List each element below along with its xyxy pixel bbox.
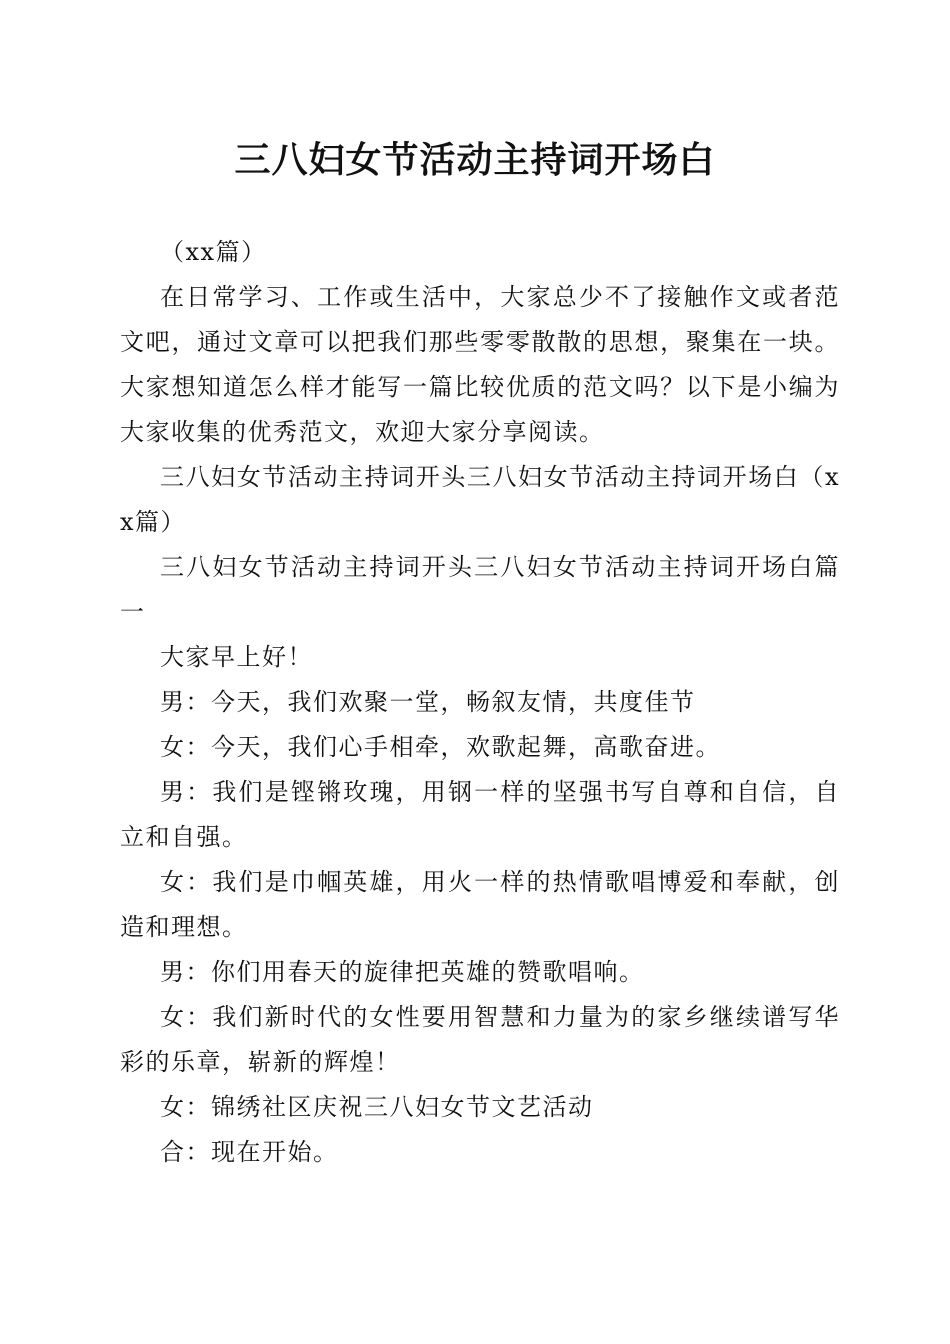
paragraph-line: 男：你们用春天的旋律把英雄的赞歌唱响。 xyxy=(160,958,645,986)
paragraph-closing: 合：现在开始。 xyxy=(160,1138,339,1166)
paragraph-heading: 三八妇女节活动主持词开头三八妇女节活动主持词开场白（xx篇） xyxy=(120,463,840,536)
paragraph-line: 女：今天，我们心手相牵，欢歌起舞，高歌奋进。 xyxy=(160,733,721,761)
paragraph-line: 女：锦绣社区庆祝三八妇女节文艺活动 xyxy=(160,1093,594,1121)
paragraph-intro: 在日常学习、工作或生活中，大家总少不了接触作文或者范文吧，通过文章可以把我们那些零零散散的思想，聚集在一块。大家想知道怎么样才能写一篇比较优质的范文吗？以下是小编为大家收集的优秀范文，欢迎大家分享阅读。 xyxy=(120,283,840,446)
document-body xyxy=(120,230,840,1175)
paragraph-section-title: 三八妇女节活动主持词开头三八妇女节活动主持词开场白篇一 xyxy=(120,553,840,626)
paragraph-line: 男：我们是铿锵玫瑰，用钢一样的坚强书写自尊和自信，自立和自强。 xyxy=(120,778,840,851)
paragraph-greeting: 大家早上好！ xyxy=(160,643,313,671)
document-title: 三八妇女节活动主持词开场白 xyxy=(234,139,716,181)
paragraph-edition: （xx篇） xyxy=(160,238,267,266)
paragraph-line: 女：我们是巾帼英雄，用火一样的热情歌唱博爱和奉献，创造和理想。 xyxy=(120,868,840,941)
paragraph-line: 女：我们新时代的女性要用智慧和力量为的家乡继续谱写华彩的乐章，崭新的辉煌！ xyxy=(120,1003,840,1076)
paragraph-line: 男：今天，我们欢聚一堂，畅叙友情，共度佳节 xyxy=(160,688,696,716)
